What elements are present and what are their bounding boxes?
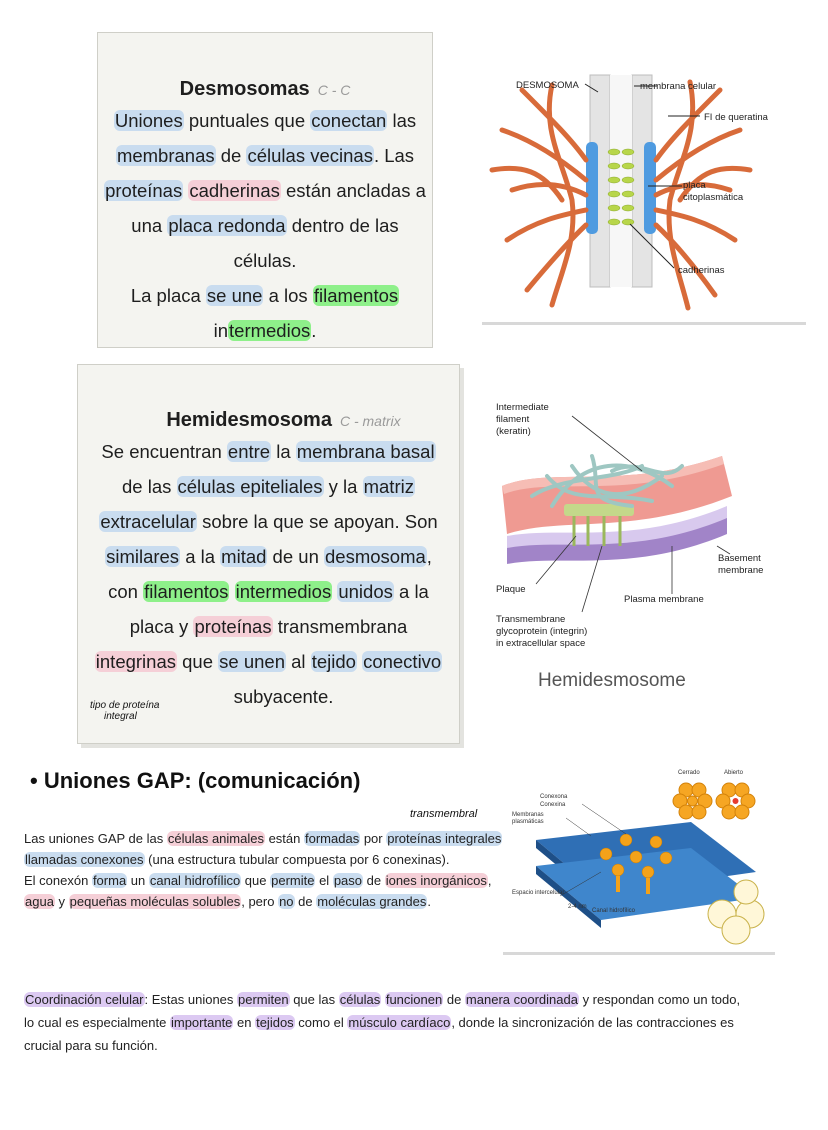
text: puntuales que [183,110,311,131]
hemidesmosome-caption: Hemidesmosome [538,670,686,691]
label-transmembrane: Transmembrane [496,614,566,625]
text: La placa [130,285,206,306]
hemi-line-1 [78,434,459,469]
hl-manera-coordinada: manera coordinada [465,992,578,1007]
hemi-line-5 [78,574,459,609]
desmosomas-line-4 [98,208,432,278]
hl-conectivo: conectivo [363,651,442,672]
label-glycoprotein: glycoprotein (integrin) [496,626,588,637]
hl-membranas: membranas [116,145,215,166]
hl-canal-hidrofilico: canal hidrofílico [149,873,241,888]
label-nm: 2-4 nm [568,904,587,910]
text: (una estructura tubular compuesta por 6 conexinas). [144,852,450,867]
label-cadherinas: cadherinas [678,265,725,276]
divider-2 [503,952,775,955]
text: un [127,873,149,888]
text: la [271,441,296,462]
gap-line-2 [24,849,504,870]
text: de [215,145,247,166]
coord-line-1 [24,988,804,1011]
desmosomas-line-5 [98,278,432,313]
text: in [213,320,229,341]
plaque-left [586,142,598,234]
text: a la [180,546,221,567]
hl-importante: importante [170,1015,233,1030]
text: , donde la sincronización de las contracciones es [451,1015,734,1030]
text: transmembrana [272,616,408,637]
desmosomas-title: Desmosomas [179,78,310,100]
hl-llamadas-conexones: llamadas conexones [25,852,144,867]
text: de [443,992,465,1007]
hl-filamentos: filamentos [144,581,229,602]
text: a la [393,581,429,602]
text: , [426,546,432,567]
hl-placa-redonda: placa redonda [168,215,286,236]
plaque-right [644,142,656,234]
text: , pero [241,894,279,909]
text: a los [263,285,313,306]
text: dentro de las células. [233,215,399,271]
hemi-line-4 [78,539,459,574]
hl-forma: forma [92,873,127,888]
desmosomas-line-6 [98,313,432,348]
text: sobre la que se apoyan. Son [196,511,438,532]
hemidesmosoma-title: Hemidesmosoma [166,409,332,431]
text: placa y [129,616,194,637]
hl-moleculas-grandes: moléculas grandes [317,894,427,909]
hl-pequenas-moleculas: pequeñas moléculas solubles [69,894,241,909]
hl-se-unen: se unen [219,651,285,672]
text: . [311,320,317,341]
hl-tejido: tejido [311,651,356,672]
hl-formadas: formadas [305,831,360,846]
hl-celulas-vecinas: células vecinas [247,145,373,166]
hl-extracelular: extracelular [100,511,196,532]
hl-iones-inorganicos: iones inorgánicos [385,873,487,888]
hl-se-une: se une [206,285,263,306]
hemidesmosoma-annotation: C - matrix [339,413,401,429]
text: una [131,215,168,236]
desmosoma-diagram [482,70,808,326]
hl-proteinas: proteínas [105,180,183,201]
note-line-1: tipo de proteína [90,700,160,711]
hl-musculo-cardiaco: músculo cardíaco [348,1015,451,1030]
coordinacion-paragraph [24,988,804,1057]
text: . Las [373,145,415,166]
label-conexona: Conexona [540,794,568,800]
hemi-line-7 [78,644,459,679]
gap-title: • Uniones GAP: (comunicación) [30,768,361,793]
hl-permite: permite [271,873,315,888]
desmosomas-line-2 [98,138,432,173]
text: al [286,651,311,672]
hemi-line-2 [78,469,459,504]
hl-permiten: permiten [238,992,289,1007]
hl-conectan: conectan [311,110,387,131]
hl-cadherinas: cadherinas [189,180,280,201]
text: Se encuentran [101,441,227,462]
label-membrane: membrane [718,565,764,576]
hl-membrana-basal: membrana basal [296,441,435,462]
label-plaque: Plaque [496,584,526,595]
hl-intermedios: termedios [229,320,311,341]
desmosomas-body [98,103,432,348]
hemidesmosoma-title-row [78,409,459,432]
hl-coordinacion-celular: Coordinación celular [25,992,144,1007]
hl-paso: paso [333,873,363,888]
hl-entre: entre [227,441,271,462]
hl-tejidos: tejidos [256,1015,294,1030]
hl-proteinas: proteínas [194,616,272,637]
text: subyacente. [233,686,334,707]
label-cerrado: Cerrado [678,770,700,776]
text: y respondan como un todo, [578,992,741,1007]
text: de [363,873,385,888]
text: de las [122,476,177,497]
gap-paragraph [24,828,504,912]
label-filament: filament [496,414,530,425]
text: , [487,873,492,888]
hl-celulas-epiteliales: células epiteliales [177,476,323,497]
text: están [264,831,304,846]
hl-celulas-animales: células animales [167,831,264,846]
label-membranas: Membranas [512,812,544,818]
hl-matriz: matriz [363,476,414,497]
hemidesmosome-diagram [492,396,792,658]
hl-intermedios: intermedios [235,581,332,602]
gap-line-1 [24,828,504,849]
text: en [233,1015,256,1030]
coord-line-3 [24,1034,804,1057]
label-canal: Canal hidrofílico [592,908,636,914]
text: que las [289,992,339,1007]
text: lo cual es especialmente [24,1015,170,1030]
hemi-line-3 [78,504,459,539]
text: : Estas uniones [144,992,238,1007]
hl-celulas: células [339,992,381,1007]
hl-agua: agua [25,894,54,909]
hl-desmosoma: desmosoma [325,546,426,567]
label-basement: Basement [718,553,761,564]
label-plasma-membrane: Plasma membrane [624,594,704,605]
integrina-note [90,700,160,722]
text [229,581,234,602]
text: las [387,110,417,131]
gap-junction-diagram [506,762,778,948]
desmosomas-line-1 [98,103,432,138]
desmosomas-card [97,32,433,348]
transmembral-note: transmembral [410,808,478,820]
label-membrana-celular: membrana celular [640,81,717,92]
hemidesmosoma-card [77,364,460,744]
hl-no: no [279,894,294,909]
label-espacio: Espacio intercelular [512,890,565,896]
note-line-2: integral [104,711,137,722]
label-placa: placa [683,180,706,191]
hl-mitad: mitad [221,546,267,567]
label-fi-queratina: FI de queratina [704,112,768,123]
label-citoplasmatica: citoplasmática [683,192,744,203]
hemidesmosoma-body [78,434,459,714]
label-conexina: Conexina [540,802,566,808]
text: . [427,894,431,909]
text: Las uniones GAP de las [24,831,167,846]
text: y [54,894,69,909]
hl-unidos: unidos [338,581,393,602]
gap-line-3 [24,870,504,891]
text: como el [294,1015,348,1030]
label-abierto: Abierto [724,770,744,776]
label-keratin: (keratin) [496,426,531,437]
text: de [294,894,317,909]
open-pore [733,798,739,804]
text: por [360,831,387,846]
text: que [177,651,219,672]
label-extracellular: in extracellular space [496,638,586,649]
text: están ancladas a [280,180,426,201]
hl-funcionen: funcionen [385,992,443,1007]
desmosomas-line-3 [98,173,432,208]
text: El conexón [24,873,92,888]
divider-1 [482,322,806,325]
text: con [108,581,144,602]
hl-integrinas: integrinas [95,651,176,672]
desmosomas-annotation: C - C [317,82,351,98]
label-plasmaticas: plasmáticas [512,819,544,825]
hl-uniones: Uniones [114,110,183,131]
text: crucial para su función. [24,1038,158,1053]
hemi-line-6 [78,609,459,644]
text: de un [267,546,324,567]
coord-line-2 [24,1011,804,1034]
text: que [241,873,271,888]
label-desmosoma-title: DESMOSOMA [516,80,579,91]
hl-filamentos: filamentos [313,285,399,306]
hl-similares: similares [106,546,180,567]
gap-line-4 [24,891,504,912]
hl-proteinas-integrales: proteínas integrales [387,831,502,846]
desmosomas-title-row [98,78,432,101]
label-intermediate: Intermediate [496,402,549,413]
text: y la [323,476,363,497]
closed-connexon-icon [673,783,712,819]
text: el [315,873,333,888]
